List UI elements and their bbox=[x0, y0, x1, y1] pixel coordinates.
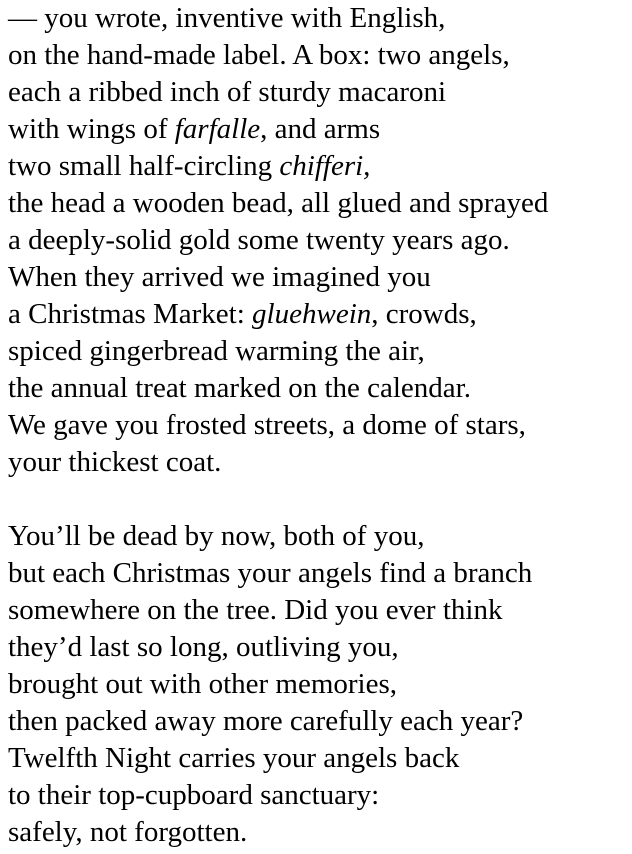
poem-line: but each Christmas your angels find a branch bbox=[8, 557, 533, 589]
italic-word: chifferi, bbox=[279, 150, 371, 182]
poem-line bbox=[8, 296, 628, 333]
poem-line: the annual treat marked on the calendar. bbox=[8, 372, 471, 404]
poem-line: You’ll be dead by now, both of you, bbox=[8, 520, 425, 552]
poem-line: on the hand-made label. A box: two angels, bbox=[8, 39, 510, 71]
poem-line: your thickest coat. bbox=[8, 446, 222, 478]
poem-line: to their top-cupboard sanctuary: bbox=[8, 779, 380, 811]
poem-line: When they arrived we imagined you bbox=[8, 261, 431, 293]
poem-line: — you wrote, inventive with English, bbox=[8, 2, 446, 34]
poem-line bbox=[8, 111, 628, 148]
stanza-1 bbox=[8, 0, 628, 481]
italic-word: farfalle bbox=[174, 113, 261, 145]
poem-line: the head a wooden bead, all glued and sprayed bbox=[8, 187, 549, 219]
poem-line: We gave you frosted streets, a dome of stars, bbox=[8, 409, 526, 441]
poem-line: somewhere on the tree. Did you ever think bbox=[8, 594, 503, 626]
line-text: with wings of bbox=[8, 113, 175, 145]
poem-line: Twelfth Night carries your angels back bbox=[8, 742, 460, 774]
stanza-break bbox=[8, 481, 628, 518]
poem-line: then packed away more carefully each year? bbox=[8, 705, 524, 737]
stanza-2 bbox=[8, 518, 628, 851]
poem-line: each a ribbed inch of sturdy macaroni bbox=[8, 76, 447, 108]
poem-line: brought out with other memories, bbox=[8, 668, 398, 700]
poem-line bbox=[8, 148, 628, 185]
line-text: a Christmas Market: bbox=[8, 298, 253, 330]
poem-line: safely, not forgotten. bbox=[8, 816, 248, 848]
line-text: two small half-circling bbox=[8, 150, 280, 182]
italic-word: gluehwein bbox=[252, 298, 372, 330]
poem bbox=[8, 0, 628, 851]
line-text: , crowds, bbox=[371, 298, 477, 330]
line-text: , and arms bbox=[260, 113, 381, 145]
poem-line: a deeply-solid gold some twenty years ago. bbox=[8, 224, 510, 256]
poem-line: they’d last so long, outliving you, bbox=[8, 631, 399, 663]
poem-line: spiced gingerbread warming the air, bbox=[8, 335, 425, 367]
